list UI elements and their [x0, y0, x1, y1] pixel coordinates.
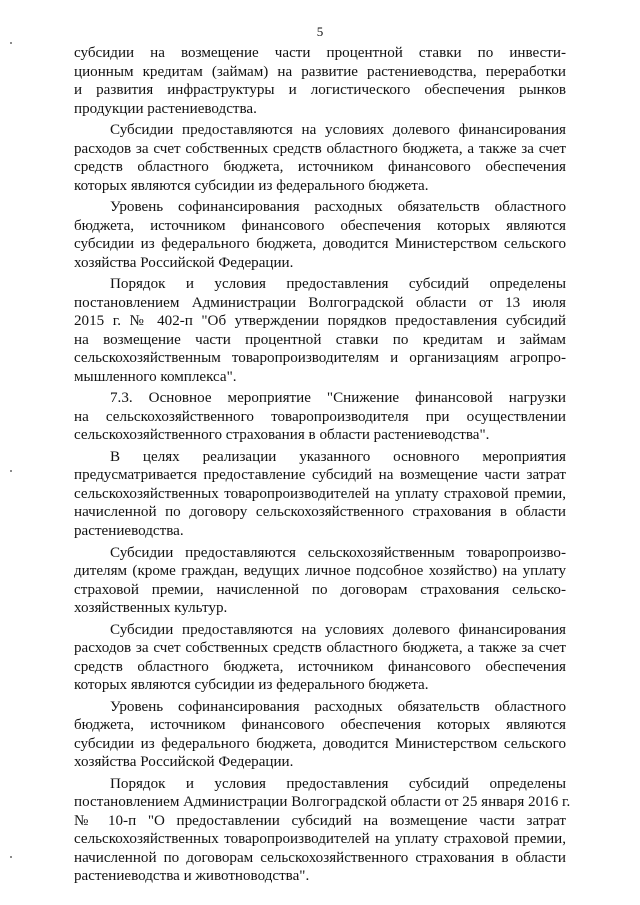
text-line: хозяйства Российской Федерации.	[74, 254, 294, 271]
paragraph	[74, 544, 566, 618]
text-line: расходов за счет собственных средств областного бюджета, а также за счет	[74, 640, 566, 657]
text-line: бюджета, источником финансового обеспечения которых являются	[74, 717, 566, 734]
paragraph	[74, 44, 566, 118]
text-line: продукции растениеводства.	[74, 100, 257, 117]
scan-mark	[10, 42, 12, 44]
text-line: предусматривается предоставление субсидий на возмещение части затрат	[74, 467, 566, 484]
text-line: сельскохозяйственным товаропроизводителям и организациям агропро-	[74, 350, 566, 367]
text-line: Порядок и условия предоставления субсидий определены	[110, 276, 566, 293]
text-line: страховой премии, начисленной по договорам страхования сельско-	[74, 581, 566, 598]
paragraph	[74, 621, 566, 695]
text-line: сельскохозяйственного страхования в области растениеводства".	[74, 427, 490, 444]
text-line: средств областного бюджета, источником финансового обеспечения	[74, 159, 566, 176]
text-line: и развития инфраструктуры и логистического обеспечения рынков	[74, 82, 566, 98]
text-line: ционным кредитам (займам) на развитие растениеводства, переработки	[74, 63, 566, 80]
text-line: Субсидии предоставляются на условиях долевого финансирования	[110, 621, 566, 638]
text-line: начисленной по договорам сельскохозяйственного страхования в области	[74, 849, 566, 866]
text-line: 7.3. Основное мероприятие "Снижение финансовой нагрузки	[110, 390, 566, 407]
scan-mark	[10, 470, 12, 472]
document-body	[74, 44, 571, 889]
text-line: расходов за счет собственных средств областного бюджета, а также за счет	[74, 140, 566, 157]
text-line: постановлением Администрации Волгоградской области от 13 июля	[74, 294, 566, 311]
text-line: В целях реализации указанного основного мероприятия	[110, 448, 566, 465]
text-line: дителям (кроме граждан, ведущих личное подсобное хозяйство) на уплату	[74, 563, 566, 580]
paragraph	[74, 275, 566, 386]
text-line: субсидии на возмещение части процентной ставки по инвести-	[74, 45, 566, 61]
text-line: 2015 г. № 402-п "Об утверждении порядков предоставления субсидий	[74, 313, 566, 330]
text-line: мышленного комплекса".	[74, 368, 237, 385]
paragraph	[74, 198, 566, 272]
page-number: 5	[316, 24, 324, 39]
text-line: Уровень софинансирования расходных обязательств областного	[110, 199, 566, 216]
text-line: субсидии из федерального бюджета, доводится Министерством сельского	[74, 735, 566, 752]
text-line: которых являются субсидии из федерального бюджета.	[74, 177, 429, 194]
paragraph	[74, 389, 566, 445]
paragraph	[74, 121, 566, 195]
text-line: бюджета, источником финансового обеспечения которых являются	[74, 217, 566, 234]
paragraph	[74, 698, 566, 772]
text-line: Порядок и условия предоставления субсидий определены	[110, 775, 566, 792]
text-line: средств областного бюджета, источником финансового обеспечения	[74, 658, 566, 675]
scan-mark	[10, 856, 12, 858]
text-line: на сельскохозяйственного товаропроизводителя при осуществлении	[74, 408, 566, 425]
text-line: субсидии из федерального бюджета, доводится Министерством сельского	[74, 236, 566, 253]
text-line: хозяйственных культур.	[74, 600, 228, 617]
text-line: растениеводства и животноводства".	[74, 868, 310, 885]
text-line: Субсидии предоставляются на условиях долевого финансирования	[110, 122, 566, 139]
text-line: на возмещение части процентной ставки по кредитам и займам	[74, 331, 566, 348]
text-line: которых являются субсидии из федерального бюджета.	[74, 677, 429, 694]
text-line: № 10-п "О предоставлении субсидий на возмещение части затрат	[74, 812, 566, 829]
text-line: Субсидии предоставляются сельскохозяйственным товаропроизво-	[110, 544, 566, 561]
text-line: постановлением Администрации Волгоградской области от 25 января 2016 г.	[74, 794, 571, 811]
text-line: Уровень софинансирования расходных обязательств областного	[110, 698, 566, 715]
text-line: растениеводства.	[74, 522, 184, 539]
text-line: начисленной по договору сельскохозяйственного страхования в области	[74, 504, 566, 521]
paragraph	[74, 775, 571, 886]
paragraph	[74, 448, 566, 541]
text-line: сельскохозяйственных товаропроизводителей на уплату страховой премии,	[74, 485, 566, 502]
text-line: сельскохозяйственных товаропроизводителей на уплату страховой премии,	[74, 831, 566, 848]
text-line: хозяйства Российской Федерации.	[74, 754, 294, 771]
